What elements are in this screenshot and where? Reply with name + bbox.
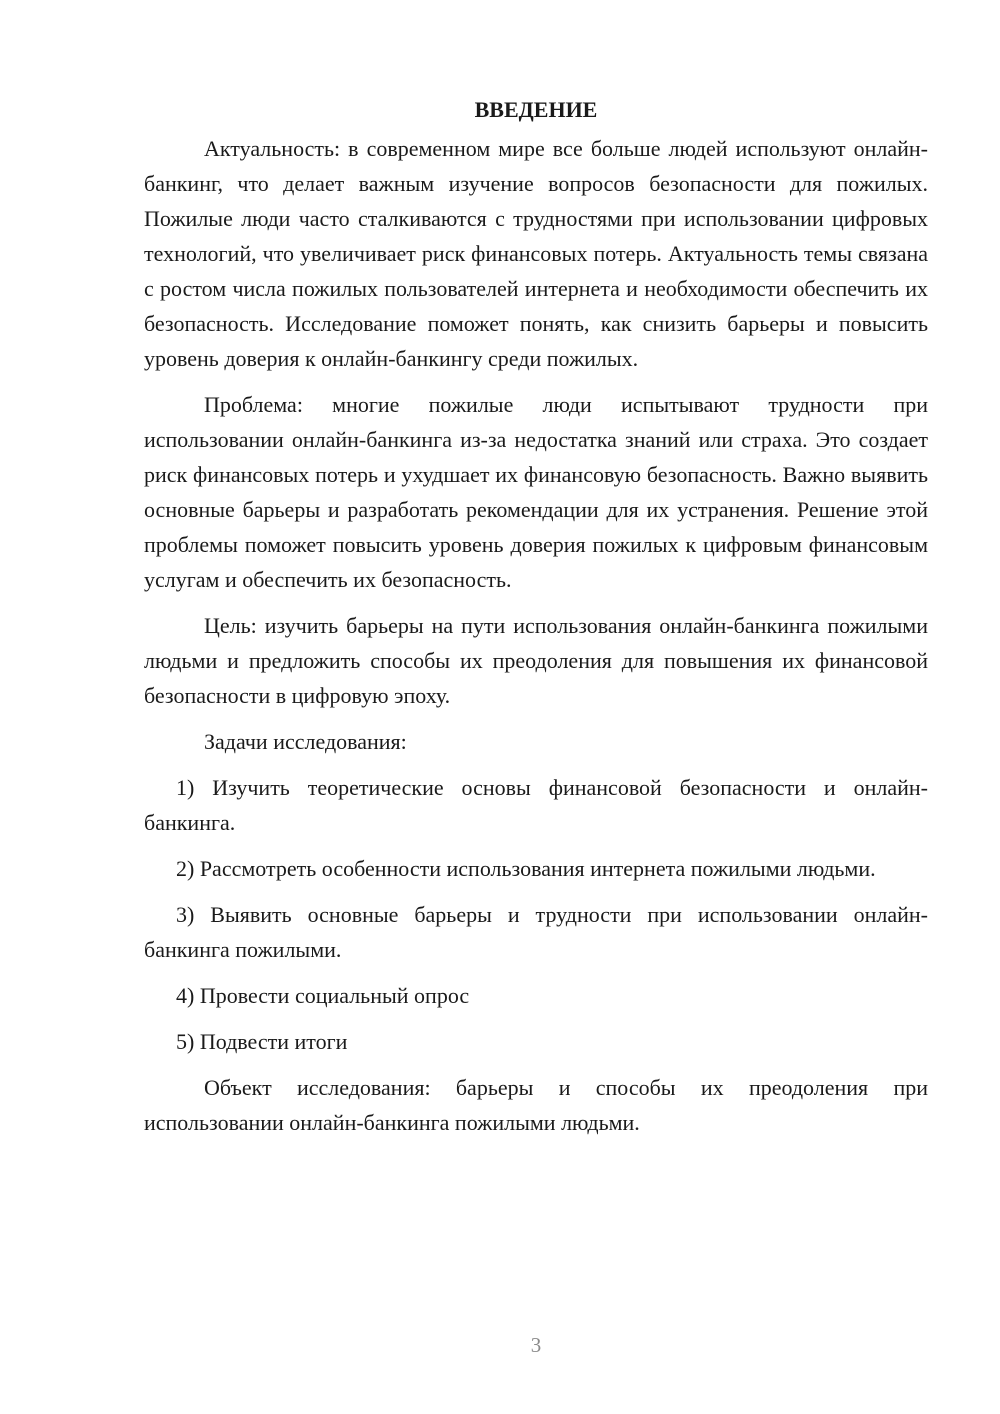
problem-paragraph: Проблема: многие пожилые люди испытывают трудности при использовании онлайн-банкинга из-за недостатка знаний или страха. Это создает риск финансовых потерь и ухудшает их финансовую безопасность. Важно выявить основные барьеры и разработать рекомендации для их устранения. Решение этой проблемы поможет повысить уровень доверия пожилых к цифровым финансовым услугам и обеспечить их безопасность. <box>144 392 928 592</box>
object-paragraph: Объект исследования: барьеры и способы их преодоления при использовании онлайн-банкинга пожилыми людьми. <box>144 1075 928 1135</box>
relevance-paragraph: Актуальность: в современном мире все больше людей используют онлайн-банкинг, что делает важным изучение вопросов безопасности для пожилых. Пожилые люди часто сталкиваются с трудностями при использовании цифровых технологий, что увеличивает риск финансовых потерь. Актуальность темы связана с ростом числа пожилых пользователей интернета и необходимости обеспечить их безопасность. Исследование поможет понять, как снизить барьеры и повысить уровень доверия к онлайн-банкингу среди пожилых. <box>144 136 928 371</box>
goal-paragraph: Цель: изучить барьеры на пути использования онлайн-банкинга пожилыми людьми и предложить способы их преодоления для повышения их финансовой безопасности в цифровую эпоху. <box>144 613 928 708</box>
document-page <box>144 92 928 1151</box>
task-item-2: 2) Рассмотреть особенности использования интернета пожилыми людьми. <box>176 856 876 881</box>
task-item-5: 5) Подвести итоги <box>176 1029 348 1054</box>
page-number: 3 <box>530 1333 542 1357</box>
task-item-4: 4) Провести социальный опрос <box>176 983 470 1008</box>
task-item-3: 3) Выявить основные барьеры и трудности при использовании онлайн-банкинга пожилыми. <box>144 902 928 962</box>
task-item-1: 1) Изучить теоретические основы финансовой безопасности и онлайн-банкинга. <box>144 775 928 835</box>
section-title: ВВЕДЕНИЕ <box>474 97 598 122</box>
tasks-heading: Задачи исследования: <box>204 729 407 754</box>
